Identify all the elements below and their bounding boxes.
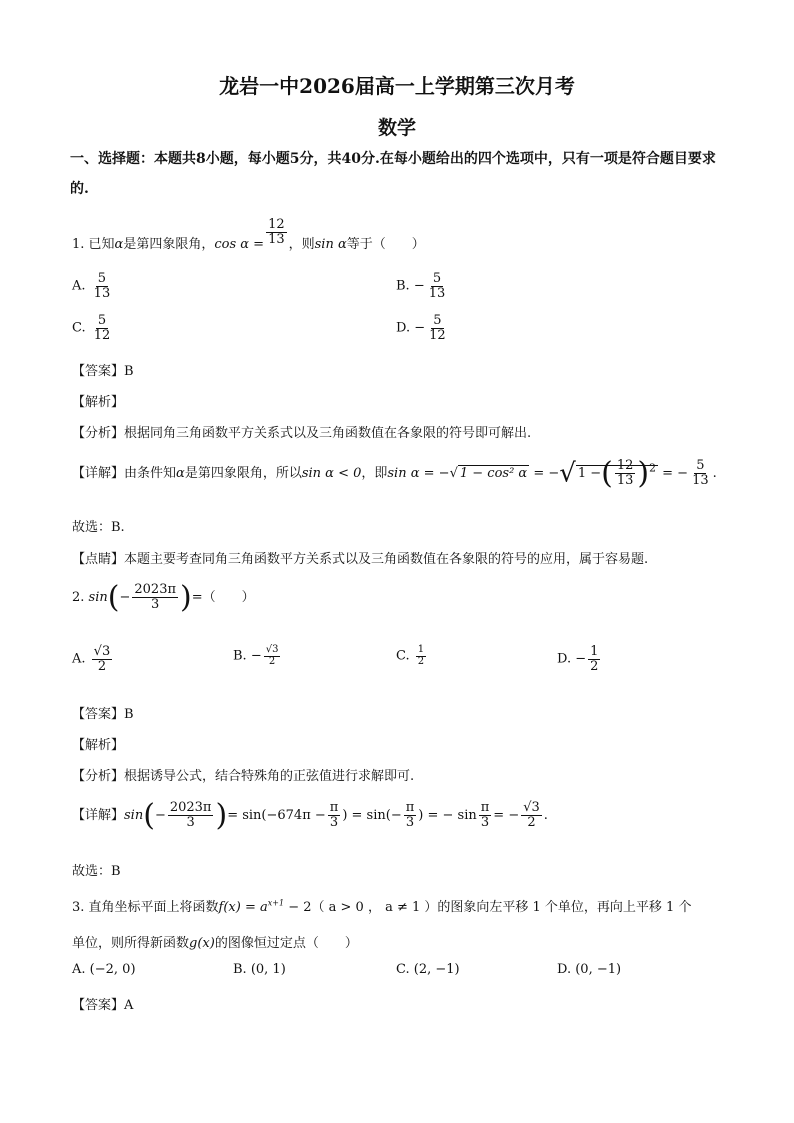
q3-option-a[interactable]: A. (−2, 0) [72,962,136,977]
q2-option-c[interactable]: C. $\frac{1}{2}$ [396,644,425,667]
q1-fenxi: 【分析】根据同角三角函数平方关系式以及三角函数值在各象限的符号即可解出. [72,426,532,441]
q1-answer: 【答案】B [72,364,134,379]
q1-detail: 【详解】由条件知α是第四象限角，所以sin α < 0，即sin α = −√ 1 − cos² α = −√ 1 −( $\frac{12}{13}$ )$^2$ = − $\frac{5}{13}$ . [72,456,717,491]
q2-fenxi: 【分析】根据诱导公式，结合特殊角的正弦值进行求解即可. [72,769,415,784]
page-title: 龙岩一中2026届高一上学期第三次月考 [219,74,575,98]
q2-option-d[interactable]: D. − $\frac{1}{2}$ [557,644,599,674]
q1-option-c[interactable]: C. $\frac{5}{12}$ [72,313,111,343]
question-3-stem-line2: 单位，则所得新函数g(x)的图像恒过定点（ ） [72,936,358,951]
question-1-stem: 1. 已知α是第四象限角，cos α = $\frac{12}{13}$ ，则sin α等于（ ） [72,217,425,252]
q2-option-b[interactable]: B. − $\frac{√3}{2}$ [233,644,279,667]
q3-option-d[interactable]: D. (0, −1) [557,962,622,977]
q2-answer: 【答案】B [72,707,134,722]
q2-analysis-tag: 【解析】 [72,738,125,753]
question-3-stem-line1: 3. 直角坐标平面上将函数$f(x) = a^{x+1} - 2$（ a > 0 ， a ≠ 1 ）的图象向左平移 1 个单位，再向上平移 1 个 [72,898,692,915]
q1-option-a[interactable]: A. $\frac{5}{13}$ [72,271,111,301]
question-2-stem: 2. sin(− $\frac{2023\pi}{3}$ )=（ ） [72,580,255,615]
subject-title: 数学 [377,117,416,139]
q1-option-d[interactable]: D. − $\frac{5}{12}$ [396,313,446,343]
q2-option-a[interactable]: A. $\frac{√3}{2}$ [72,644,111,674]
q2-detail: 【详解】sin(− $\frac{2023\pi}{3}$ )= sin(−674π − $\frac{\pi}{3}$ ) = sin(− $\frac{\pi}{3}$ ) = − sin $\frac{\pi}{3}$ = − $\frac{√3}{2}$ . [72,798,548,833]
section-heading: 一、选择题：本题共8小题，每小题5分，共40分.在每小题给出的四个选项中，只有一项是符合题目要求的. [70,151,716,197]
q1-conclusion: 故选：B. [72,520,125,535]
q3-option-c[interactable]: C. (2, −1) [396,962,460,977]
q1-option-b[interactable]: B. − $\frac{5}{13}$ [396,271,446,301]
q1-analysis-tag: 【解析】 [72,395,125,410]
q3-option-b[interactable]: B. (0, 1) [233,962,286,977]
q2-conclusion: 故选：B [72,864,121,879]
q1-dianjing: 【点睛】本题主要考查同角三角函数平方关系式以及三角函数值在各象限的符号的应用，属于容易题. [72,552,649,567]
q3-answer: 【答案】A [72,998,134,1013]
